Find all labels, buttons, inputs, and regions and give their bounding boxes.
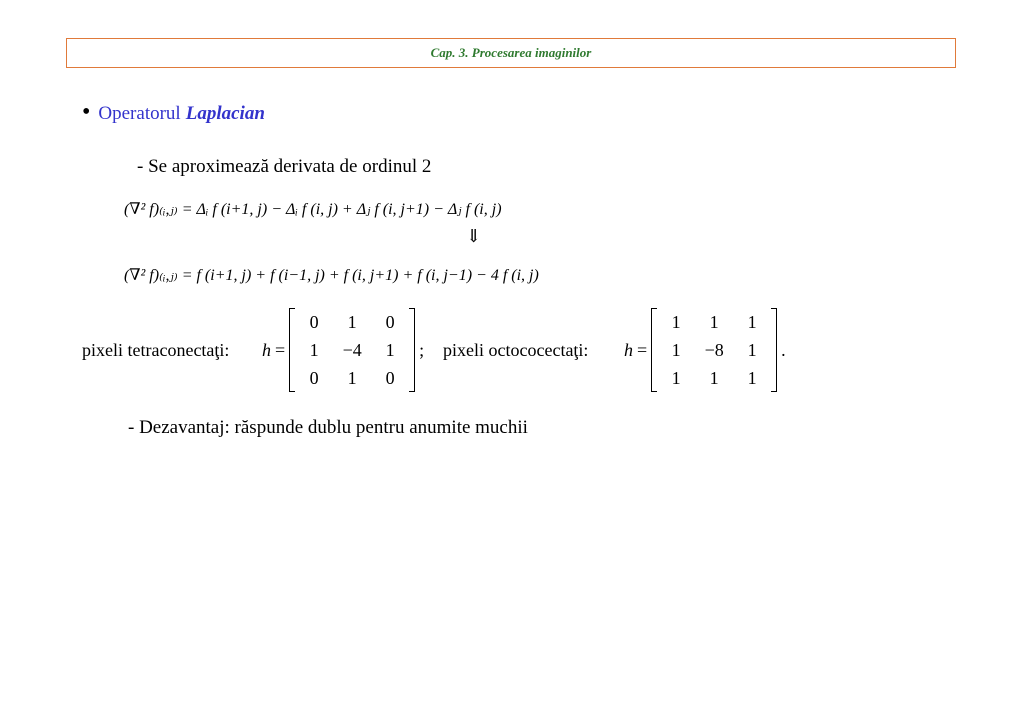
- octo-matrix-var: h: [624, 339, 633, 360]
- formula-difference: (∇² f)₍ᵢ,ⱼ₎ = Δᵢ f (i+1, j) − Δᵢ f (i, j) + Δⱼ f (i, j+1) − Δⱼ f (i, j): [124, 201, 502, 218]
- matrix-cell: 1: [747, 339, 757, 360]
- section-heading: [82, 100, 265, 125]
- bracket-right: [771, 308, 777, 392]
- matrix-cell: 0: [385, 311, 395, 332]
- octo-matrix-eq: =: [637, 339, 648, 360]
- bracket-right: [409, 308, 415, 392]
- matrix-cell: 1: [671, 311, 681, 332]
- implies-arrow: ⇓: [466, 226, 482, 246]
- octo-matrix: [624, 308, 786, 392]
- tetra-matrix-tail: ;: [419, 339, 425, 360]
- octo-matrix-grid: [657, 308, 771, 392]
- tetra-matrix-eq: =: [275, 339, 286, 360]
- octo-label: pixeli octococectaţi:: [443, 340, 589, 360]
- disadvantage-note: - Dezavantaj: răspunde dublu pentru anumite muchii: [128, 417, 528, 438]
- matrix-cell: 0: [309, 311, 319, 332]
- matrix-cell: 0: [385, 367, 395, 388]
- matrix-cell: 1: [747, 311, 757, 332]
- matrix-cell: 1: [709, 311, 719, 332]
- formula-laplacian: (∇² f)₍ᵢ,ⱼ₎ = f (i+1, j) + f (i−1, j) + f (i, j+1) + f (i, j−1) − 4 f (i, j): [124, 267, 539, 284]
- matrix-cell: −8: [704, 339, 724, 360]
- matrix-cell: 1: [747, 367, 757, 388]
- matrix-cell: 1: [671, 367, 681, 388]
- section-title-emphasis: Laplacian: [185, 103, 265, 124]
- header-box: [66, 38, 956, 68]
- section-title: [98, 103, 264, 125]
- octo-matrix-tail: .: [781, 339, 786, 360]
- matrix-cell: 1: [347, 311, 357, 332]
- header-title: Cap. 3. Procesarea imaginilor: [430, 45, 592, 60]
- section-title-prefix: Operatorul: [98, 103, 181, 124]
- tetra-matrix: [262, 308, 424, 392]
- approximation-note: - Se aproximează derivata de ordinul 2: [137, 156, 432, 177]
- matrix-cell: 0: [309, 367, 319, 388]
- tetra-matrix-grid: [295, 308, 409, 392]
- tetra-label: pixeli tetraconectaţi:: [82, 340, 230, 360]
- matrix-cell: −4: [342, 339, 362, 360]
- tetra-matrix-var: h: [262, 339, 271, 360]
- bullet-icon: •: [82, 99, 91, 125]
- matrix-cell: 1: [385, 339, 395, 360]
- matrix-cell: 1: [709, 367, 719, 388]
- matrix-cell: 1: [671, 339, 681, 360]
- matrix-cell: 1: [309, 339, 319, 360]
- matrix-cell: 1: [347, 367, 357, 388]
